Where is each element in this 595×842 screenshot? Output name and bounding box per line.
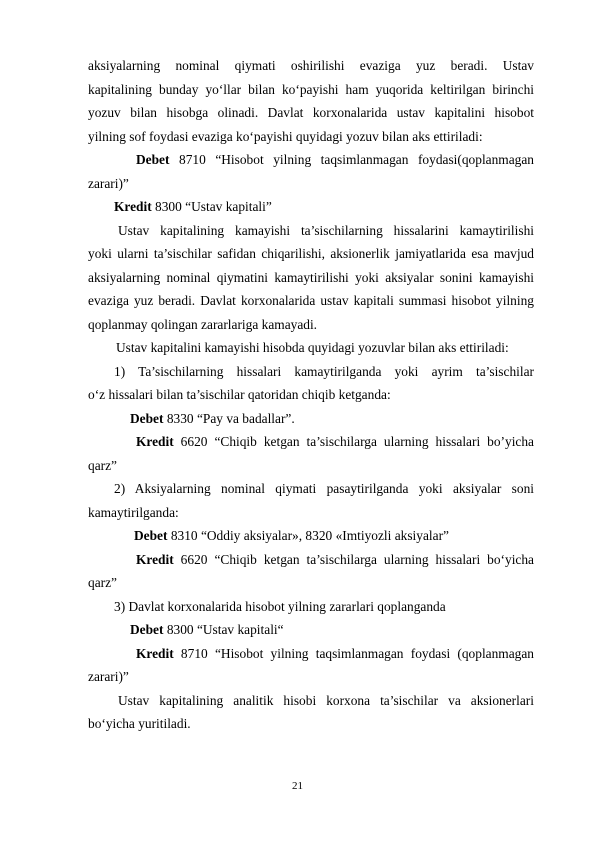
document-body — [88, 54, 534, 736]
line-text: 8300 “Ustav kapitali“ — [163, 622, 284, 637]
account-entry-label: Kredit — [136, 645, 174, 661]
text-line — [88, 454, 534, 478]
line-text: o‘z hissalari bilan ta’sischilar qatoridan chiqib ketganda: — [88, 387, 391, 402]
line-text: 6620 “Chiqib ketgan ta’sischilarga ularning hissalari bo’yicha — [173, 434, 534, 449]
text-line — [88, 407, 534, 431]
text-line — [88, 595, 534, 619]
text-line — [88, 219, 534, 243]
text-line — [88, 689, 534, 713]
text-line — [88, 54, 534, 78]
text-line — [88, 712, 534, 736]
text-line — [88, 477, 534, 501]
line-text: yilning sof foydasi evaziga ko‘payishi quyidagi yozuv bilan aks ettiriladi: — [88, 128, 483, 144]
line-text: 8300 “Ustav kapitali” — [151, 199, 272, 214]
text-line — [88, 148, 534, 172]
line-text: 3) Davlat korxonalarida hisobot yilning zararlari qoplanganda — [114, 598, 446, 614]
line-text: Ustav kapitalini kamayishi hisobda quyidagi yozuvlar bilan aks ettiriladi: — [116, 340, 509, 355]
line-text: kapitalining bunday yo‘llar bilan ko‘payishi ham yuqorida keltirilgan birinchi — [88, 81, 534, 97]
line-text: yozuv bilan hisobga olinadi. Davlat korxonalarida ustav kapitalini hisobot — [88, 105, 534, 120]
line-text: yoki ularni ta’sischilar safidan chiqarilishi, aksionerlik jamiyatlarida esa mavjud — [88, 246, 534, 261]
line-text: kamaytirilganda: — [88, 504, 179, 520]
text-line — [88, 618, 534, 642]
line-text: zarari)” — [88, 669, 129, 684]
text-line — [88, 571, 534, 595]
line-text: aksiyalarning nominal qiymati oshirilishi evaziga yuz beradi. Ustav — [88, 58, 534, 73]
line-text: Ustav kapitalining analitik hisobi korxona ta’sischilar va aksionerlari — [118, 692, 534, 708]
line-text: bo‘yicha yuritiladi. — [88, 716, 191, 731]
line-text: evaziga yuz beradi. Davlat korxonalarida ustav kapitali summasi hisobot yilning — [88, 293, 534, 308]
line-text: aksiyalarning nominal qiymatini kamaytirilishi yoki aksiyalar sonini kamayishi — [88, 269, 534, 285]
account-entry-label: Kredit — [136, 551, 174, 567]
text-line — [88, 665, 534, 689]
account-entry-label: Debet — [130, 622, 164, 637]
text-line — [88, 101, 534, 125]
text-line — [88, 289, 534, 313]
text-line — [88, 242, 534, 266]
line-text: qoplanmay qolingan zararlariga kamayadi. — [88, 316, 318, 332]
account-entry-label: Kredit — [114, 199, 152, 214]
line-text: 8710 “Hisobot yilning taqsimlanmagan foydasi (qoplanmagan — [173, 645, 534, 661]
line-text: 1) Ta’sischilarning hissalari kamaytirilganda yoki ayrim ta’sischilar — [114, 363, 534, 379]
text-line — [88, 360, 534, 384]
text-line — [88, 78, 534, 102]
account-entry-label: Debet — [134, 528, 168, 543]
account-entry-label: Debet — [130, 410, 164, 426]
text-line — [88, 266, 534, 290]
text-line — [88, 172, 534, 196]
text-line — [88, 313, 534, 337]
account-entry-label: Debet — [136, 152, 170, 167]
line-text: 8330 “Pay va badallar”. — [163, 410, 295, 426]
line-text: Ustav kapitalining kamayishi ta’sischilarning hissalarini kamaytirilishi — [118, 222, 534, 238]
text-line — [88, 642, 534, 666]
text-line — [88, 383, 534, 407]
line-text: qarz” — [88, 575, 117, 590]
line-text: 8710 “Hisobot yilning taqsimlanmagan foydasi(qoplanmagan — [169, 152, 534, 167]
line-text: qarz” — [88, 457, 117, 473]
page-number: 21 — [292, 780, 303, 792]
line-text: 2) Aksiyalarning nominal qiymati pasaytirilganda yoki aksiyalar soni — [114, 481, 534, 496]
account-entry-label: Kredit — [136, 434, 174, 449]
line-text: zarari)” — [88, 175, 129, 191]
line-text: 6620 “Chiqib ketgan ta’sischilarga ularning hissalari bo‘yicha — [173, 551, 534, 567]
text-line — [88, 524, 534, 548]
text-line — [88, 548, 534, 572]
line-text: 8310 “Oddiy aksiyalar», 8320 «Imtiyozli aksiyalar” — [167, 528, 449, 543]
text-line — [88, 430, 534, 454]
text-line — [88, 195, 534, 219]
text-line — [88, 336, 534, 360]
text-line — [88, 501, 534, 525]
text-line — [88, 125, 534, 149]
